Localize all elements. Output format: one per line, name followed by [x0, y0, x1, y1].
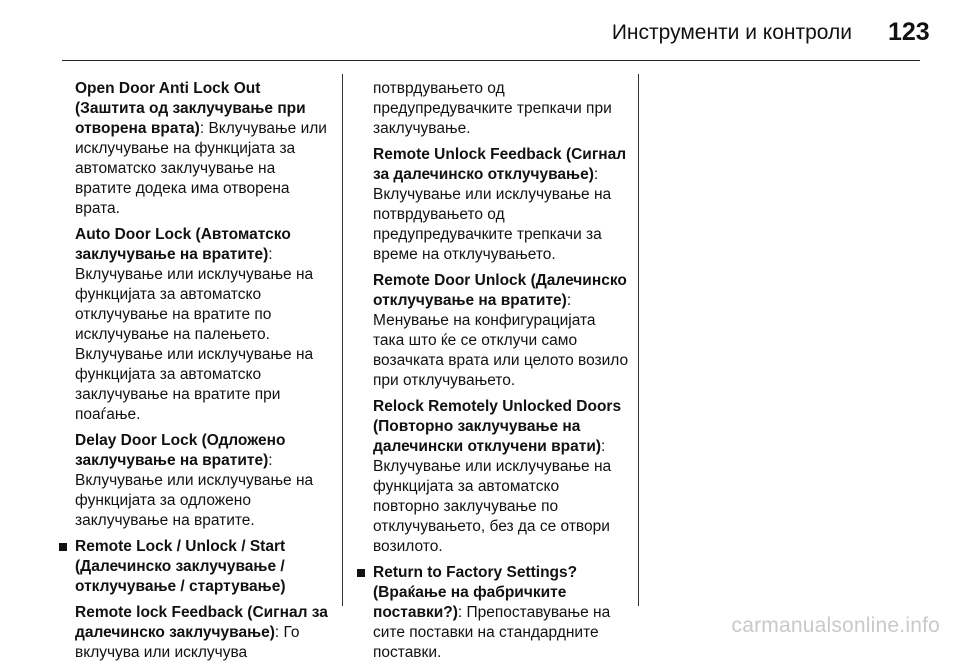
setting-description: : Менување на конфигурацијата така што ќе се отклучи само возачката врата или целото возило при отклучувањето.	[373, 292, 629, 389]
setting-title: Relock Remotely Unlocked Doors (Повторно заклучување на далечински отклучени врати)	[373, 398, 622, 455]
setting-title: Remote Door Unlock (Далечинско отклучување на вратите)	[373, 272, 627, 309]
left-column	[75, 79, 331, 669]
setting-title: Delay Door Lock (Одложено заклучување на вратите)	[75, 432, 286, 469]
middle-column	[373, 79, 629, 669]
setting-description: : Вклучување или исклучување на потврдувањето од предупредувачките трепкачи за време на отклучувањето.	[373, 166, 612, 263]
setting-relock-remotely-unlocked-doors	[373, 397, 629, 557]
setting-title: Open Door Anti Lock Out (Заштита од заклучување при отворена врата)	[75, 80, 306, 137]
continued-text: потврдувањето од предупредувачките трепкачи при заклучување.	[373, 80, 612, 137]
header-divider	[62, 60, 920, 61]
bullet-square-icon	[357, 569, 365, 577]
page-number: 123	[888, 18, 930, 46]
bullet-title: Remote Lock / Unlock / Start (Далечинско заклучување / отклучување / стартување)	[75, 538, 286, 595]
footer-watermark: carmanualsonline.info	[731, 614, 940, 637]
setting-auto-door-lock	[75, 225, 331, 425]
bullet-remote-lock-unlock-start	[75, 537, 331, 597]
setting-description: : Вклучување или исклучување на функцијата за автоматско отклучување на вратите по исклучување на палењето. Вклучување или исклучување на функцијата за автоматско заклучување на вратите при поаѓање.	[75, 246, 314, 423]
setting-description: : Вклучување или исклучување на функцијата за автоматско повторно заклучување по отклучувањето, без да се отвори возилото.	[373, 438, 612, 555]
setting-title: Remote lock Feedback (Сигнал за далечинско заклучување)	[75, 604, 328, 641]
setting-delay-door-lock	[75, 431, 331, 531]
bullet-title: Return to Factory Settings? (Враќање на фабричките поставки?)	[373, 564, 578, 621]
setting-remote-door-unlock	[373, 271, 629, 391]
setting-open-door-anti-lock-out	[75, 79, 331, 219]
setting-title: Remote Unlock Feedback (Сигнал за далечинско отклучување)	[373, 146, 627, 183]
setting-remote-unlock-feedback	[373, 145, 629, 265]
bullet-square-icon	[59, 543, 67, 551]
column-divider-left	[342, 74, 343, 606]
setting-description: : Вклучување или исклучување на функцијата за автоматско заклучување на вратите додека има отворена врата.	[75, 120, 327, 217]
bullet-return-to-factory-settings	[373, 563, 629, 663]
page-header-title: Инструменти и контроли	[611, 21, 852, 44]
bullet-description: : Препоставување на сите поставки на стандардните поставки.	[373, 604, 611, 661]
setting-title: Auto Door Lock (Автоматско заклучување на вратите)	[75, 226, 291, 263]
setting-description: : Го вклучува или исклучува	[75, 624, 300, 661]
setting-remote-lock-feedback	[75, 603, 331, 663]
column-divider-right	[638, 74, 639, 606]
setting-description: : Вклучување или исклучување на функцијата за одложено заклучување на вратите.	[75, 452, 314, 529]
